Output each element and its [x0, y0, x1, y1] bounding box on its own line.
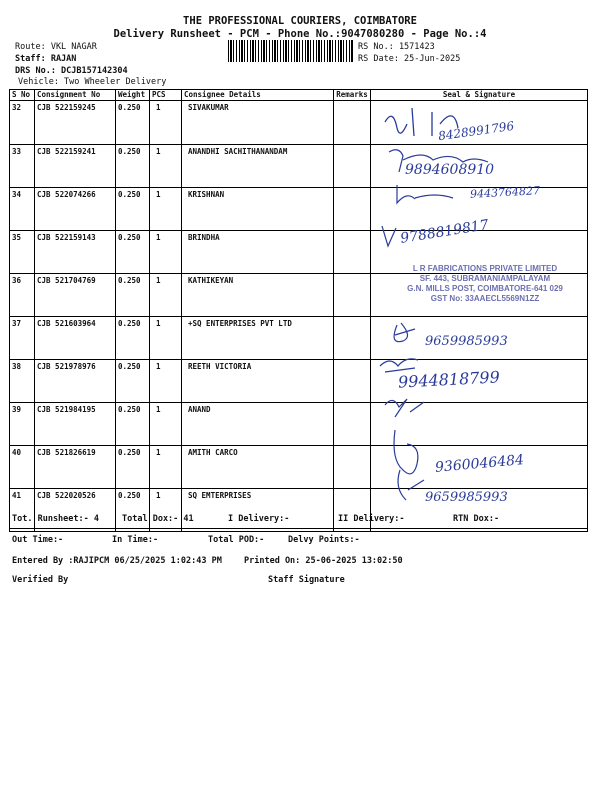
entered-by: Entered By :RAJIPCM 06/25/2025 1:02:43 PM: [12, 556, 222, 566]
cell-consignment: CJB 521978976: [35, 360, 116, 403]
cell-consignment: CJB 522020526: [35, 489, 116, 532]
stamp-line: G.N. MILLS POST, COIMBATORE-641 029: [407, 284, 563, 293]
cell-weight: 0.250: [116, 360, 150, 403]
cell-sno: 36: [10, 274, 35, 317]
cell-consignment: CJB 521826619: [35, 446, 116, 489]
cell-weight: 0.250: [116, 101, 150, 145]
signature-scribble: [394, 430, 424, 500]
cell-consignment: CJB 522159245: [35, 101, 116, 145]
cell-weight: 0.250: [116, 274, 150, 317]
handwritten-phone: 9659985993: [425, 490, 508, 505]
cell-consignment: CJB 522159143: [35, 231, 116, 274]
cell-weight: 0.250: [116, 403, 150, 446]
cell-pcs: 1: [150, 101, 182, 145]
signature-scribble: [385, 399, 424, 417]
cell-consignee: ANAND: [182, 403, 334, 446]
vehicle-label: Vehicle: Two Wheeler Delivery: [18, 77, 167, 87]
cell-pcs: 1: [150, 360, 182, 403]
cell-pcs: 1: [150, 145, 182, 188]
total-pod: Total POD:-: [208, 535, 265, 545]
handwritten-phone: 9443764827: [469, 184, 541, 201]
cell-sno: 38: [10, 360, 35, 403]
col-pcs: PCS: [150, 90, 182, 101]
cell-consignee: AMITH CARCO: [182, 446, 334, 489]
out-time: Out Time:-: [12, 535, 64, 545]
signature-scribble: [394, 323, 415, 342]
rs-number: RS No.: 1571423: [358, 42, 435, 52]
cell-sno: 34: [10, 188, 35, 231]
verified-by: Verified By: [12, 575, 69, 585]
cell-weight: 0.250: [116, 188, 150, 231]
cell-weight: 0.250: [116, 231, 150, 274]
cell-pcs: 1: [150, 231, 182, 274]
signature-scribble: [397, 185, 453, 203]
col-weight: Weight: [116, 90, 150, 101]
divider: [9, 528, 587, 529]
ii-delivery: II Delivery:-: [338, 514, 405, 524]
cell-consignee: BRINDHA: [182, 231, 334, 274]
stamp-line: GST No: 33AAECL5569N1ZZ: [430, 294, 540, 303]
stamp-line: L R FABRICATIONS PRIVATE LIMITED: [412, 264, 558, 273]
col-remarks: Remarks: [334, 90, 371, 101]
cell-consignment: CJB 522074266: [35, 188, 116, 231]
handwritten-phone: 8428991796: [437, 118, 515, 144]
cell-consignee: SQ EMTERPRISES: [182, 489, 334, 532]
cell-pcs: 1: [150, 489, 182, 532]
runsheet-subtitle: Delivery Runsheet - PCM - Phone No.:9047080280 - Page No.:4: [113, 28, 487, 40]
staff-label: Staff: RAJAN: [15, 54, 77, 64]
cell-consignee: KRISHNAN: [182, 188, 334, 231]
cell-pcs: 1: [150, 446, 182, 489]
stamp-line: SF. 443, SUBRAMANIAMPALAYAM: [419, 274, 551, 283]
handwritten-phone: 9944818799: [397, 367, 501, 392]
printed-on: Printed On: 25-06-2025 13:02:50: [244, 556, 403, 566]
cell-consignment: CJB 521603964: [35, 317, 116, 360]
cell-pcs: 1: [150, 188, 182, 231]
cell-sno: 40: [10, 446, 35, 489]
cell-sno: 41: [10, 489, 35, 532]
rtn-dox: RTN Dox:-: [453, 514, 500, 524]
company-name: THE PROFESSIONAL COURIERS, COIMBATORE: [183, 15, 417, 27]
cell-weight: 0.250: [116, 489, 150, 532]
signature-scribble: [380, 359, 418, 372]
cell-sno: 32: [10, 101, 35, 145]
delvy-points: Delvy Points:-: [288, 535, 360, 545]
company-stamp: [385, 264, 585, 304]
total-dox: Total Dox:- 41: [122, 514, 194, 524]
handwritten-phone: 9659985993: [425, 334, 508, 349]
cell-consignee: KATHIKEYAN: [182, 274, 334, 317]
handwritten-phone: 9894608910: [405, 162, 495, 178]
drs-number: DRS No.: DCJB157142304: [15, 66, 128, 76]
staff-signature: Staff Signature: [268, 575, 345, 585]
in-time: In Time:-: [112, 535, 159, 545]
route-label: Route: VKL NAGAR: [15, 42, 97, 52]
cell-weight: 0.250: [116, 145, 150, 188]
cell-sno: 37: [10, 317, 35, 360]
i-delivery: I Delivery:-: [228, 514, 290, 524]
cell-pcs: 1: [150, 403, 182, 446]
rs-date: RS Date: 25-Jun-2025: [358, 54, 461, 64]
cell-consignee: SIVAKUMAR: [182, 101, 334, 145]
cell-consignee: REETH VICTORIA: [182, 360, 334, 403]
cell-sno: 39: [10, 403, 35, 446]
handwritten-phone: 9788819817: [399, 217, 490, 247]
col-sno: S No: [10, 90, 35, 101]
cell-consignee: ANANDHI SACHITHANANDAM: [182, 145, 334, 188]
cell-consignee: +SQ ENTERPRISES PVT LTD: [182, 317, 334, 360]
cell-sno: 33: [10, 145, 35, 188]
col-consignee: Consignee Details: [182, 90, 334, 101]
cell-consignment: CJB 522159241: [35, 145, 116, 188]
col-consignment: Consignment No: [35, 90, 116, 101]
cell-pcs: 1: [150, 317, 182, 360]
cell-weight: 0.250: [116, 446, 150, 489]
cell-consignment: CJB 521704769: [35, 274, 116, 317]
handwritten-phone: 9360046484: [434, 452, 525, 476]
total-runsheet: Tot. Runsheet:- 4: [12, 514, 99, 524]
cell-weight: 0.250: [116, 317, 150, 360]
cell-pcs: 1: [150, 274, 182, 317]
signature-scribble: [382, 226, 396, 246]
cell-sno: 35: [10, 231, 35, 274]
cell-consignment: CJB 521984195: [35, 403, 116, 446]
col-signature: Seal & Signature: [371, 90, 588, 101]
